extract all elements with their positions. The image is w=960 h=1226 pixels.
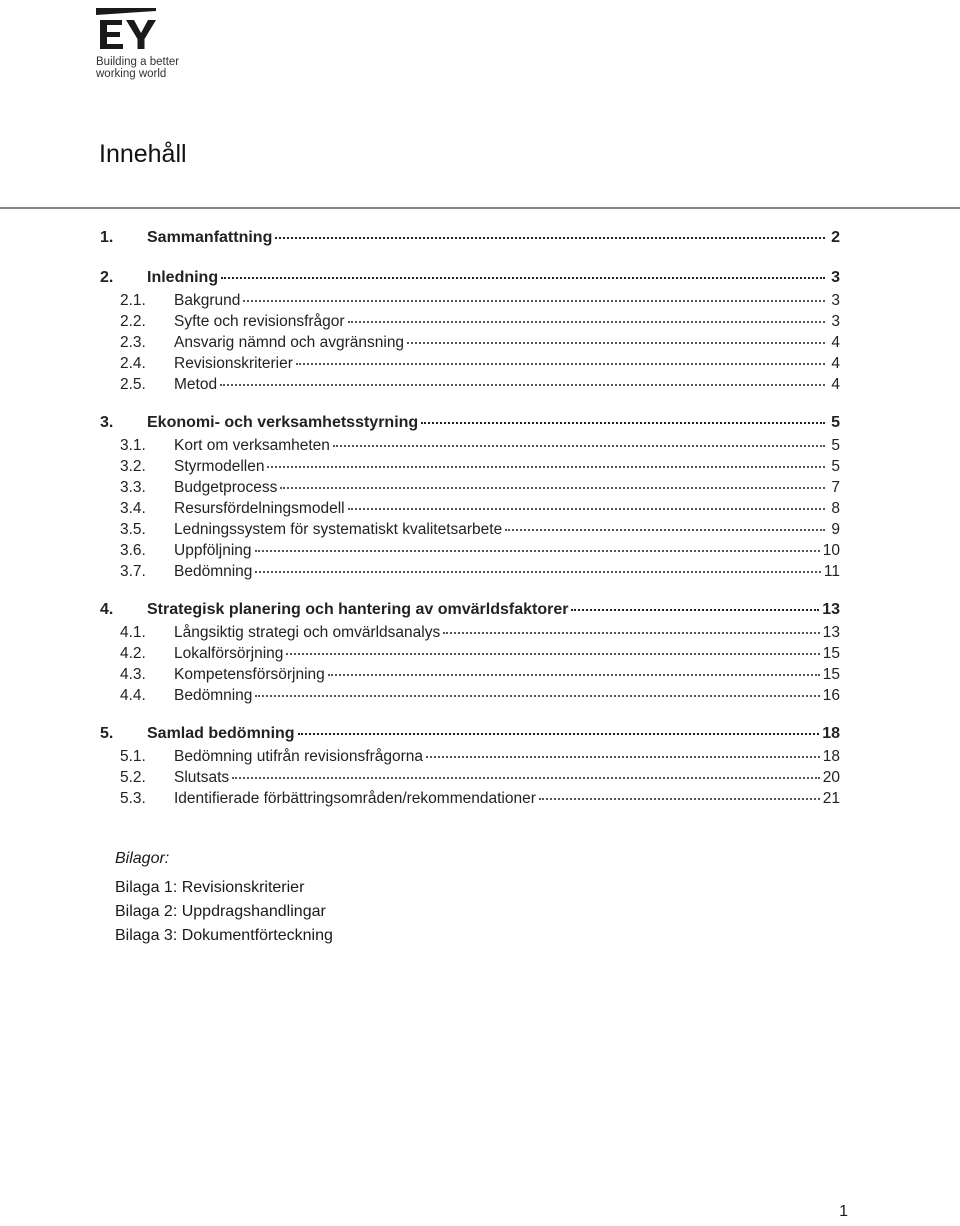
toc-leader-dots [296,362,825,365]
toc-entry-label: Slutsats [174,769,230,786]
appendix-item: Bilaga 1: Revisionskriterier [115,879,305,896]
toc-subsection-entry [100,685,840,706]
toc-subsection-entry [100,519,840,540]
toc-entry-number: 2. [100,269,114,286]
toc-entry-number: 4.2. [120,645,146,662]
toc-subsection-entry [100,435,840,456]
toc-entry-page: 2 [831,229,840,246]
toc-leader-dots [333,444,825,447]
toc-subsection-entry [100,353,840,374]
toc-entry-label: Inledning [147,269,219,286]
toc-entry-page: 13 [822,601,840,618]
toc-entry-page: 21 [822,790,840,807]
toc-entry-number: 5.3. [120,790,146,807]
toc-leader-dots [505,528,825,531]
toc-section [100,722,840,809]
toc-leader-dots [348,320,825,323]
toc-subsection-entry [100,498,840,519]
toc-section-entry [100,598,840,622]
toc-leader-dots [221,276,825,279]
toc-subsection-entry [100,561,840,582]
toc-entry-page: 15 [822,666,840,683]
appendix-item: Bilaga 2: Uppdragshandlingar [115,903,326,920]
toc-entry-label: Bedömning utifrån revisionsfrågorna [174,748,423,765]
toc-entry-number: 3.3. [120,479,146,496]
toc-entry-number: 4.1. [120,624,146,641]
toc-leader-dots [298,732,820,735]
toc-leader-dots [571,608,819,611]
toc-entry-number: 2.5. [120,376,146,393]
toc-leader-dots [267,465,825,468]
toc-leader-dots [280,486,825,489]
toc-entry-label: Resursfördelningsmodell [174,500,345,517]
toc-leader-dots [407,341,825,344]
toc-leader-dots [286,652,819,655]
ey-logo-mark [96,8,160,52]
appendix-list [115,850,333,948]
toc-entry-number: 5. [100,725,114,742]
toc-entry-page: 5 [831,458,840,475]
toc-section [100,411,840,582]
toc-entry-label: Samlad bedömning [147,725,295,742]
toc-section-entry [100,226,840,250]
toc-entry-label: Sammanfattning [147,229,273,246]
toc-leader-dots [328,673,820,676]
toc-entry-number: 3.2. [120,458,146,475]
toc-entry-label: Syfte och revisionsfrågor [174,313,345,330]
toc-leader-dots [232,776,820,779]
toc-entry-page: 20 [822,769,840,786]
toc-entry-number: 4. [100,601,114,618]
toc-entry-number: 2.3. [120,334,146,351]
page-number: 1 [839,1203,848,1220]
toc-entry-number: 3.6. [120,542,146,559]
toc-section-entry [100,411,840,435]
toc-entry-page: 18 [822,748,840,765]
toc-subsection-entry [100,456,840,477]
toc-subsection-entry [100,374,840,395]
toc-entry-page: 4 [831,376,840,393]
toc-entry-page: 11 [823,563,840,580]
toc-entry-number: 2.4. [120,355,146,372]
toc-entry-number: 5.2. [120,769,146,786]
toc-leader-dots [255,549,820,552]
toc-subsection-entry [100,332,840,353]
toc-leader-dots [255,570,820,573]
toc-entry-page: 7 [831,479,840,496]
toc-entry-label: Uppföljning [174,542,252,559]
toc-leader-dots [255,694,819,697]
toc-entry-label: Ekonomi- och verksamhetsstyrning [147,414,419,431]
toc-entry-page: 4 [831,334,840,351]
toc-section [100,266,840,395]
toc-leader-dots [426,755,820,758]
toc-entry-page: 3 [831,292,840,309]
toc-entry-label: Bakgrund [174,292,241,309]
toc-section [100,226,840,250]
toc-subsection-entry [100,746,840,767]
toc-entry-page: 3 [831,269,840,286]
toc-leader-dots [243,299,825,302]
header-divider [0,207,960,209]
toc-entry-number: 3.1. [120,437,146,454]
ey-logo [96,8,236,80]
toc-entry-label: Lokalförsörjning [174,645,284,662]
toc-entry-number: 2.1. [120,292,146,309]
toc-entry-label: Ansvarig nämnd och avgränsning [174,334,405,351]
toc-entry-label: Ledningssystem för systematiskt kvalitetsarbete [174,521,503,538]
toc-subsection-entry [100,767,840,788]
toc-entry-page: 15 [822,645,840,662]
toc-entry-number: 3.5. [120,521,146,538]
toc-entry-page: 5 [831,414,840,431]
toc-subsection-entry [100,622,840,643]
appendix-item: Bilaga 3: Dokumentförteckning [115,927,333,944]
toc-entry-label: Metod [174,376,218,393]
toc-entry-number: 1. [100,229,114,246]
toc-entry-label: Kompetensförsörjning [174,666,325,683]
toc-entry-page: 4 [831,355,840,372]
toc-subsection-entry [100,643,840,664]
toc-entry-label: Bedömning [174,687,253,704]
toc-entry-number: 3.7. [120,563,146,580]
toc-entry-number: 5.1. [120,748,146,765]
table-of-contents [100,210,840,809]
toc-leader-dots [421,421,825,424]
toc-entry-label: Långsiktig strategi och omvärldsanalys [174,624,441,641]
toc-subsection-entry [100,290,840,311]
toc-entry-label: Revisionskriterier [174,355,293,372]
toc-entry-page: 5 [831,437,840,454]
toc-section [100,598,840,706]
toc-entry-label: Strategisk planering och hantering av omvärldsfaktorer [147,601,569,618]
toc-entry-page: 3 [831,313,840,330]
toc-subsection-entry [100,788,840,809]
toc-entry-label: Bedömning [174,563,253,580]
toc-entry-number: 3.4. [120,500,146,517]
toc-subsection-entry [100,311,840,332]
ey-tagline-line-2: working world [96,68,167,80]
toc-entry-page: 16 [822,687,840,704]
toc-subsection-entry [100,664,840,685]
toc-entry-label: Styrmodellen [174,458,265,475]
toc-entry-page: 18 [822,725,840,742]
toc-subsection-entry [100,540,840,561]
toc-entry-page: 13 [822,624,840,641]
toc-entry-number: 4.3. [120,666,146,683]
toc-entry-number: 3. [100,414,114,431]
toc-section-entry [100,722,840,746]
page-title: Innehåll [99,140,187,168]
ey-tagline [96,56,236,80]
toc-leader-dots [348,507,825,510]
toc-entry-label: Kort om verksamheten [174,437,330,454]
toc-leader-dots [443,631,820,634]
toc-entry-page: 8 [831,500,840,517]
toc-entry-page: 9 [831,521,840,538]
toc-entry-number: 4.4. [120,687,146,704]
toc-subsection-entry [100,477,840,498]
appendix-title: Bilagor: [115,850,170,867]
toc-entry-page: 10 [822,542,840,559]
toc-leader-dots [275,236,825,239]
toc-leader-dots [539,797,820,800]
toc-entry-label: Budgetprocess [174,479,278,496]
toc-section-entry [100,266,840,290]
toc-entry-number: 2.2. [120,313,146,330]
ey-tagline-line-1: Building a better [96,56,180,68]
toc-leader-dots [220,383,825,386]
toc-entry-label: Identifierade förbättringsområden/rekommendationer [174,790,536,807]
